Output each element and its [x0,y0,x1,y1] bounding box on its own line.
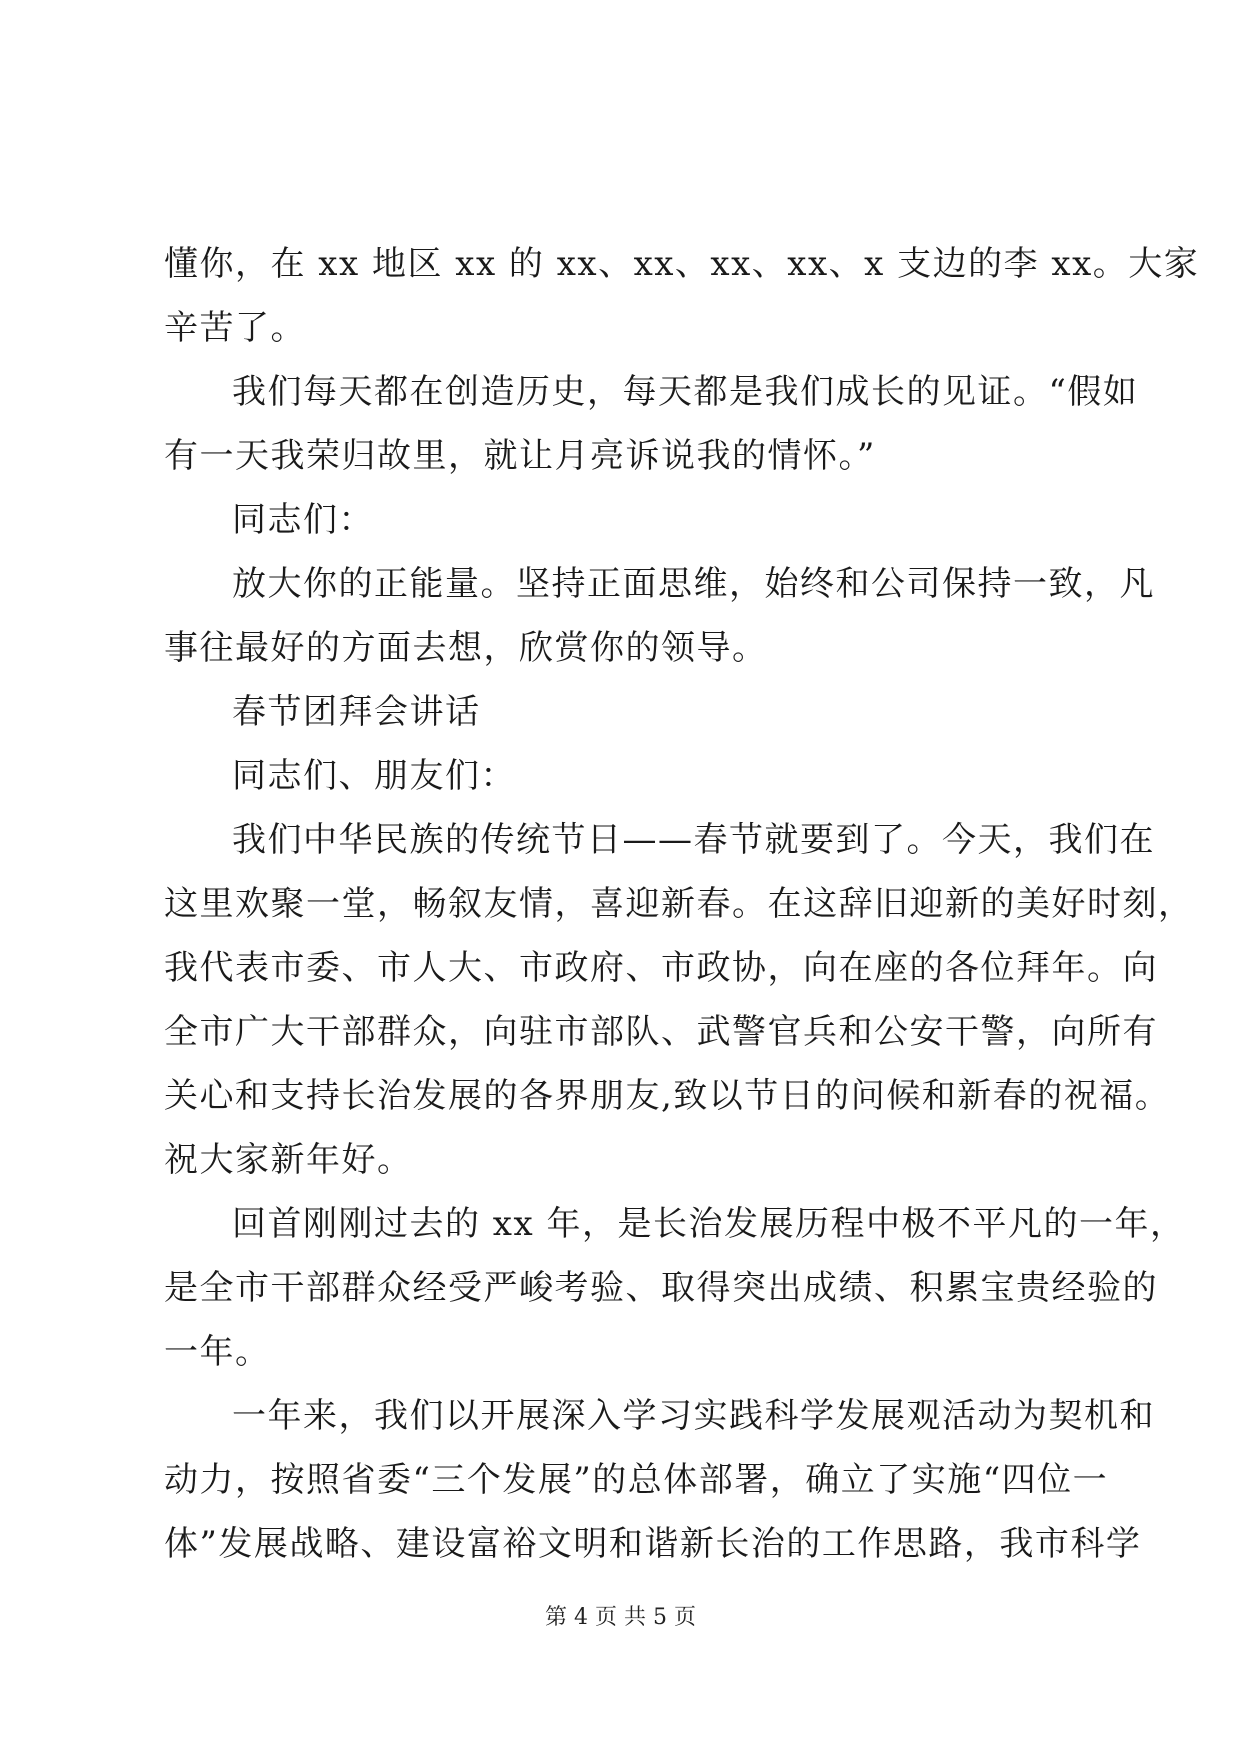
text-line: 动力，按照省委“三个发展”的总体部署，确立了实施“四位一 [164,1460,1109,1500]
text-line: 懂你，在 xx 地区 xx 的 xx、xx、xx、xx、x 支边的李 xx。大家 [164,244,1200,284]
document-body [164,232,1200,1576]
text-line: 放大你的正能量。坚持正面思维，始终和公司保持一致，凡 [232,564,1155,604]
text-line: 辛苦了。 [164,308,306,348]
text-line: 这里欢聚一堂，畅叙友情，喜迎新春。在这辞旧迎新的美好时刻， [164,884,1194,924]
text-line: 一年来，我们以开展深入学习实践科学发展观活动为契机和 [232,1396,1155,1436]
text-line: 一年。 [164,1332,271,1372]
text-line: 全市广大干部群众，向驻市部队、武警官兵和公安干警，向所有 [164,1012,1158,1052]
text-line: 我们每天都在创造历史，每天都是我们成长的见证。“假如 [232,372,1139,412]
text-line: 我代表市委、市人大、市政府、市政协，向在座的各位拜年。向 [164,948,1158,988]
salutation: 同志们、朋友们： [232,756,516,796]
text-line: 是全市干部群众经受严峻考验、取得突出成绩、积累宝贵经验的 [164,1268,1158,1308]
text-line: 祝大家新年好。 [164,1140,413,1180]
section-title: 春节团拜会讲话 [232,692,481,732]
text-line: 事往最好的方面去想，欣赏你的领导。 [164,628,768,668]
page-footer [0,1600,1241,1631]
text-line: 回首刚刚过去的 xx 年，是长治发展历程中极不平凡的一年， [232,1204,1186,1244]
text-line: 我们中华民族的传统节日——春节就要到了。今天，我们在 [232,820,1155,860]
text-line: 体”发展战略、建设富裕文明和谐新长治的工作思路，我市科学 [164,1524,1142,1564]
text-line: 有一天我荣归故里，就让月亮诉说我的情怀。” [164,436,876,476]
page-number-label: 第 4 页 共 5 页 [545,1605,696,1630]
text-line: 关心和支持长治发展的各界朋友,致以节日的问候和新春的祝福。 [164,1076,1171,1116]
salutation: 同志们： [232,500,374,540]
